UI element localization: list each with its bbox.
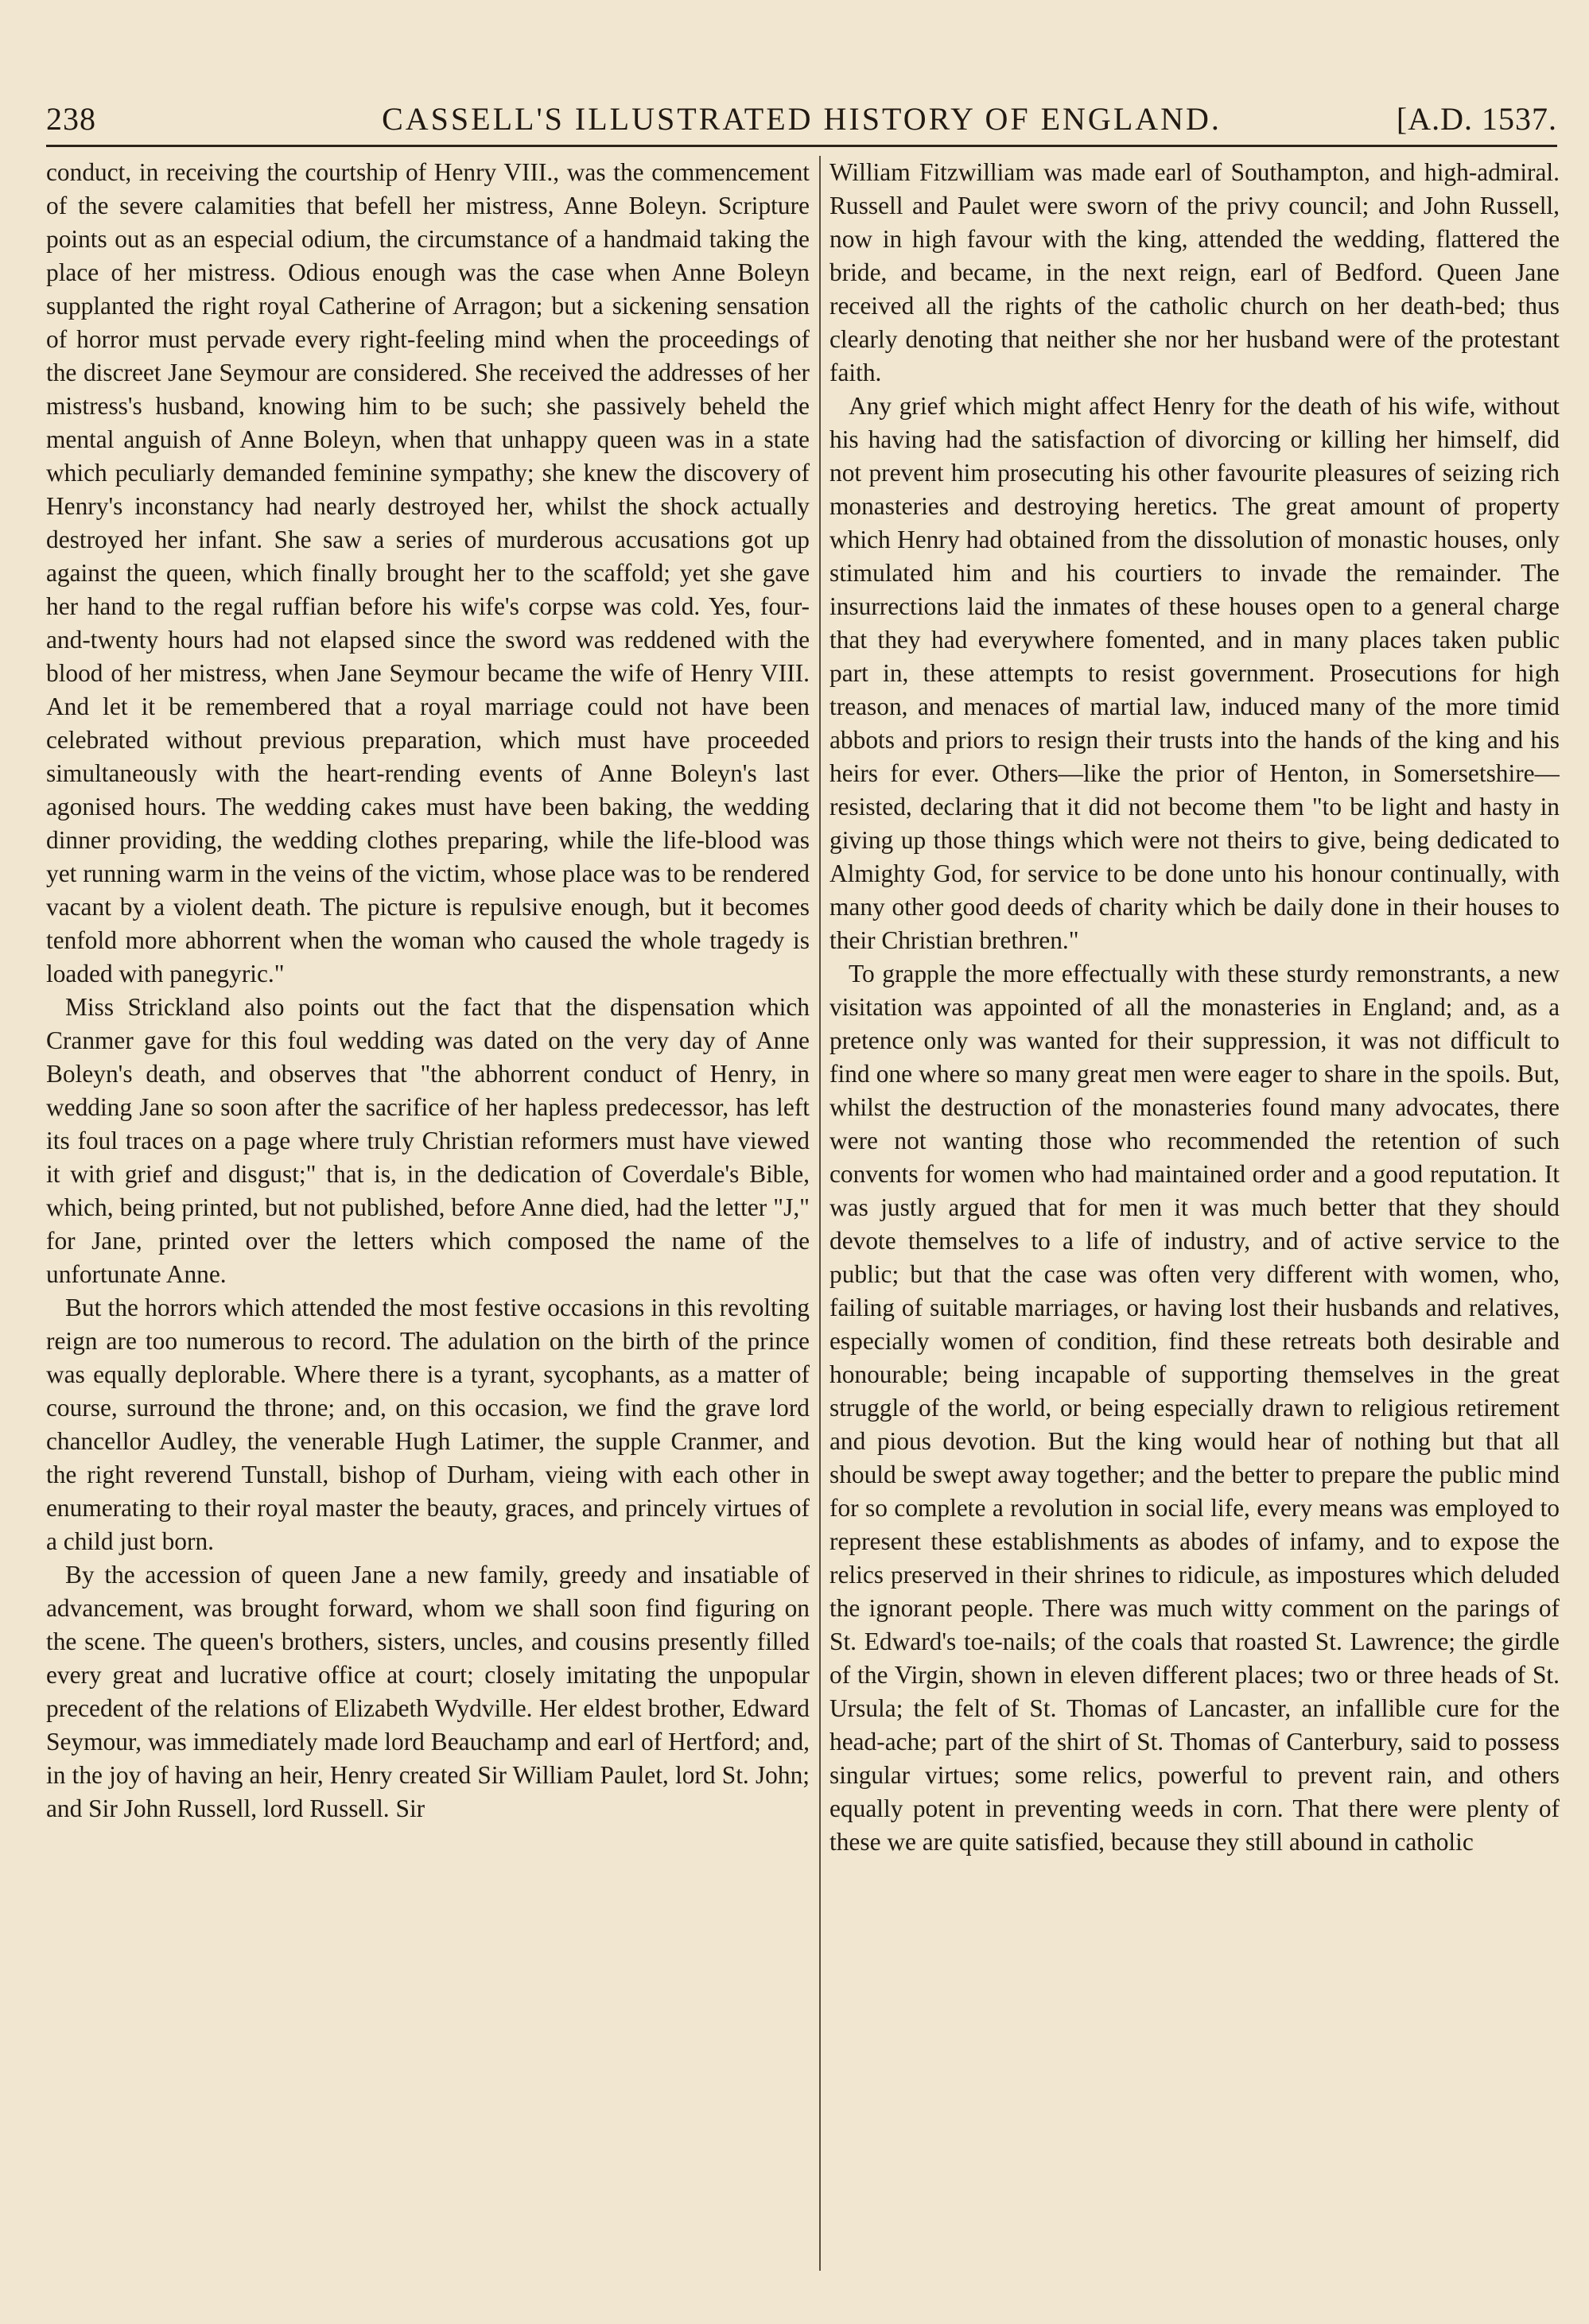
- page-number: 238: [46, 101, 96, 137]
- column-divider: [819, 156, 821, 2271]
- paragraph: conduct, in receiving the courtship of Henry VIII., was the commencement of the severe calamities that befell her mistress, Anne Boleyn. Scripture points out as an especial odium, the circumstance of a handmaid taking the place of her mistress. Odious enough was the case when Anne Boleyn supplanted the right royal Catherine of Arragon; but a sickening sensation of horror must pervade every right-feeling mind when the proceedings of the discreet Jane Seymour are considered. She received the addresses of her mistress's husband, knowing him to be such; she passively beheld the mental anguish of Anne Boleyn, when that unhappy queen was in a state which peculiarly demanded feminine sympathy; she knew the discovery of Henry's inconstancy had nearly destroyed her, whilst the shock actually destroyed her infant. She saw a series of murderous accusations got up against the queen, which finally brought her to the scaffold; yet she gave her hand to the regal ruffian before his wife's corpse was cold. Yes, four-and-twenty hours had not elapsed since the sword was reddened with the blood of her mistress, when Jane Seymour became the wife of Henry VIII. And let it be remembered that a royal marriage could not have been celebrated without previous preparation, which must have proceeded simultaneously with the heart-rending events of Anne Boleyn's last agonised hours. The wedding cakes must have been baking, the wedding dinner providing, the wedding clothes preparing, while the life-blood was yet running warm in the veins of the victim, whose place was to be rendered vacant by a violent death. The picture is repulsive enough, but it becomes tenfold more abhorrent when the woman who caused the whole tragedy is loaded with panegyric.": [46, 158, 810, 987]
- right-column: [829, 156, 1560, 2295]
- paragraph: But the horrors which attended the most festive occasions in this revolting reign are too numerous to record. The adulation on the birth of the prince was equally deplorable. Where there is a tyrant, sycophants, as a matter of course, surround the throne; and, on this occasion, we find the grave lord chancellor Audley, the venerable Hugh Latimer, the supple Cranmer, and the right reverend Tunstall, bishop of Durham, vieing with each other in enumerating to their royal master the beauty, graces, and princely virtues of a child just born.: [46, 1294, 810, 1555]
- paragraph: To grapple the more effectually with these sturdy remonstrants, a new visitation was appointed of all the monasteries in England; and, as a pretence only was wanted for their suppression, it was not difficult to find one where so many great men were eager to share in the spoils. But, whilst the destruction of the monasteries found many advocates, there were not wanting those who recommended the retention of such convents for women who had maintained order and a good reputation. It was justly argued that for men it was much better that they should devote themselves to a life of industry, and of active service to the public; but that the case was often very different with women, who, failing of suitable marriages, or having lost their husbands and relatives, especially women of condition, find these retreats both desirable and honourable; being incapable of supporting themselves in the great struggle of the world, or being especially drawn to religious retirement and pious devotion. But the king would hear of nothing but that all should be swept away together; and the better to prepare the public mind for so complete a revolution in social life, every means was employed to represent these establishments as abodes of infamy, and to expose the relics preserved in their shrines to ridicule, as impostures which deluded the ignorant people. There was much witty comment on the parings of St. Edward's toe-nails; of the coals that roasted St. Lawrence; the girdle of the Virgin, shown in eleven different places; two or three heads of St. Ursula; the felt of St. Thomas of Lancaster, an infallible cure for the head-ache; part of the shirt of St. Thomas of Canterbury, said to possess singular virtues; some relics, powerful to prevent rain, and others equally potent in preventing weeds in corn. That there were plenty of these we are quite satisfied, because they still abound in catholic: [829, 960, 1560, 1856]
- running-title: CASSELL'S ILLUSTRATED HISTORY OF ENGLAND.: [382, 101, 1222, 137]
- paragraph: William Fitzwilliam was made earl of Southampton, and high-admiral. Russell and Paulet were sworn of the privy council; and John Russell, now in high favour with the king, attended the wedding, flattered the bride, and became, in the next reign, earl of Bedford. Queen Jane received all the rights of the catholic church on her death-bed; thus clearly denoting that neither she nor her husband were of the protestant faith.: [829, 158, 1560, 386]
- paragraph: By the accession of queen Jane a new family, greedy and insatiable of advancement, was brought forward, whom we shall soon find figuring on the scene. The queen's brothers, sisters, uncles, and cousins presently filled every great and lucrative office at court; closely imitating the unpopular precedent of the relations of Elizabeth Wydville. Her eldest brother, Edward Seymour, was immediately made lord Beauchamp and earl of Hertford; and, in the joy of having an heir, Henry created Sir William Paulet, lord St. John; and Sir John Russell, lord Russell. Sir: [46, 1561, 810, 1822]
- paragraph: Miss Strickland also points out the fact that the dispensation which Cranmer gave for this foul wedding was dated on the very day of Anne Boleyn's death, and observes that "the abhorrent conduct of Henry, in wedding Jane so soon after the sacrifice of her hapless predecessor, has left its foul traces on a page where truly Christian reformers must have viewed it with grief and disgust;" that is, in the dedication of Coverdale's Bible, which, being printed, but not published, before Anne died, had the letter "J," for Jane, printed over the letters which composed the name of the unfortunate Anne.: [46, 993, 810, 1288]
- left-column: [46, 156, 810, 2295]
- paragraph: Any grief which might affect Henry for the death of his wife, without his having had the satisfaction of divorcing or killing her himself, did not prevent him prosecuting his other favourite pleasures of seizing rich monasteries and destroying heretics. The great amount of property which Henry had obtained from the dissolution of monastic houses, only stimulated him and his courtiers to invade the remainder. The insurrections laid the inmates of these houses open to a general charge that they had everywhere fomented, and in many places taken public part in, these attempts to resist government. Prosecutions for high treason, and menaces of martial law, induced many of the more timid abbots and priors to resign their trusts into the hands of the king and his heirs for ever. Others—like the prior of Henton, in Somersetshire—resisted, declaring that it did not become them "to be light and hasty in giving up those things which were not theirs to give, being dedicated to Almighty God, for service to be done unto his honour continually, with many other good deeds of charity which be daily done in their houses to their Christian brethren.": [829, 392, 1560, 954]
- date-marker: [A.D. 1537.: [1396, 101, 1557, 137]
- header-rule: [46, 145, 1557, 147]
- running-header: [46, 100, 1557, 140]
